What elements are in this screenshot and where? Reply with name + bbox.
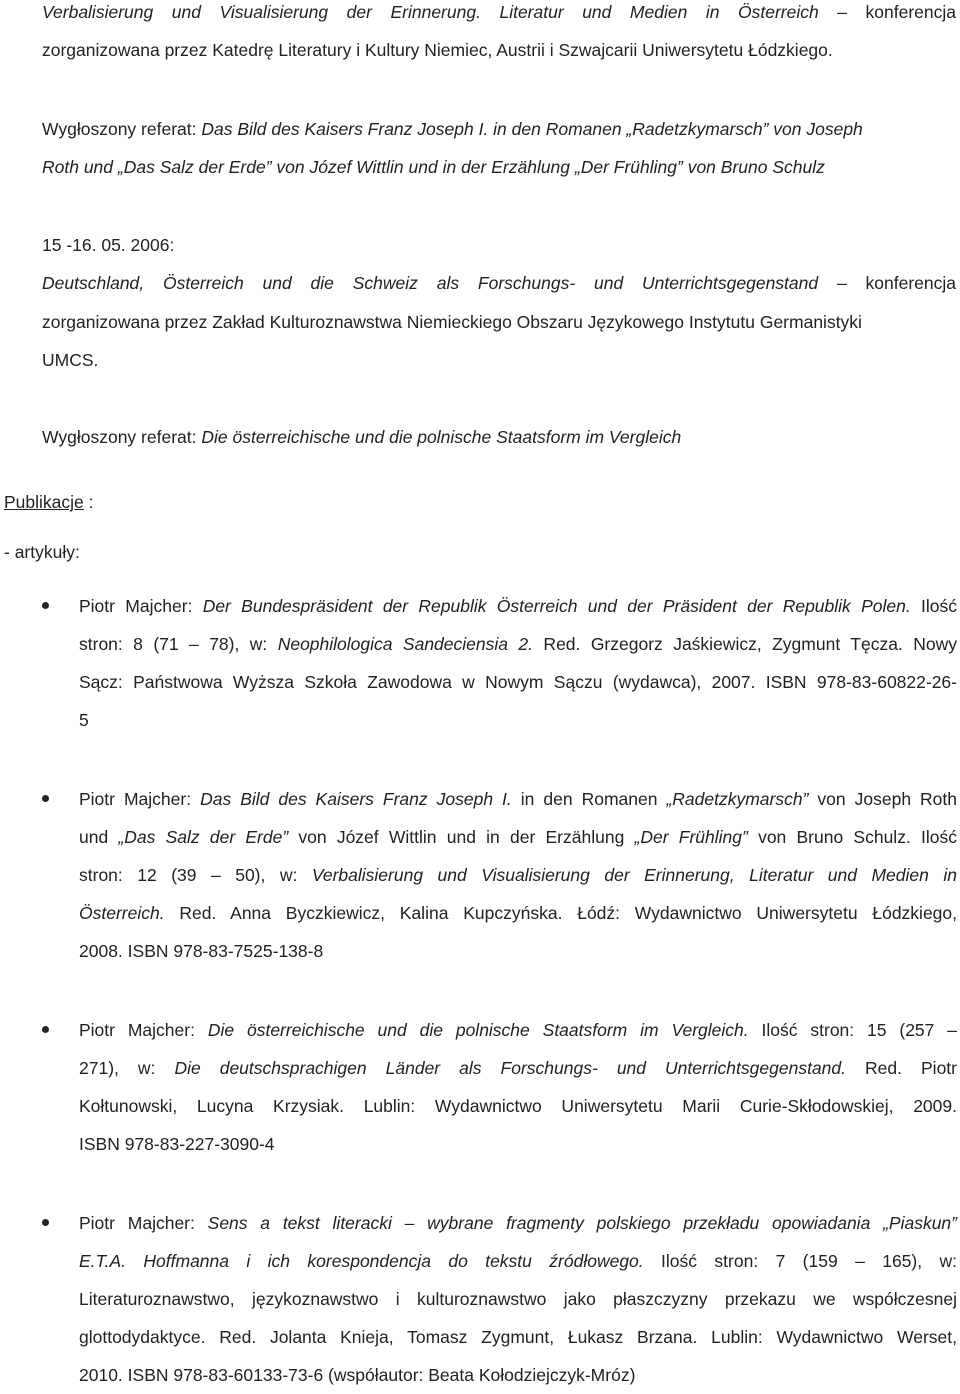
text-segment: von Bruno Schulz. Ilość [747,827,958,847]
italic-text: Der Bundespräsident der Republik Österreich und der Präsident der Republik Polen. [202,596,911,616]
article-line [79,1280,957,1318]
referat2-label: Wygłoszony referat: [42,427,202,447]
article-line [79,1011,957,1049]
text-segment: Red. Grzegorz Jaśkiewicz, Zygmunt Tęcza. Nowy [533,634,957,654]
text-segment: Ilość stron: 7 (159 – 165), w: [643,1251,957,1271]
article-line [79,1356,957,1394]
article-line [79,932,957,970]
text-segment: Literaturoznawstwo, językoznawstwo i kulturoznawstwo jako płaszczyzny przekazu we współczesnej [79,1289,957,1309]
referat2-line [42,425,681,449]
article-line [79,701,957,739]
text-segment: stron: 8 (71 – 78), w: [79,634,278,654]
text-segment: Red. Piotr [846,1058,957,1078]
conference2-type: – konferencja [818,273,956,293]
text-segment: von Joseph Roth [808,789,958,809]
referat-label: Wygłoszony referat: [42,119,202,139]
italic-text: Die deutschsprachigen Länder als Forschungs- und Unterrichtsgegenstand. [174,1058,846,1078]
article-line [79,856,957,894]
italic-text: Sens a tekst literacki – wybrane fragmenty polskiego przekładu opowiadania „Piaskun” [207,1213,957,1233]
conference-line-1 [42,0,956,24]
text-segment: ISBN 978-83-227-3090-4 [79,1134,275,1154]
italic-text: Österreich. [79,903,165,923]
text-segment: Sącz: Państwowa Wyższa Szkoła Zawodowa w Nowym Sączu (wydawca), 2007. ISBN 978-83-60822-26- [79,672,957,692]
conference2-line-2: zorganizowana przez Zakład Kulturoznawstwa Niemieckiego Obszaru Językowego Instytutu Germanistyki [42,312,862,332]
text-segment: und [79,827,119,847]
conference2-line-1 [42,271,956,295]
text-segment: in den Romanen [511,789,667,809]
text-segment: 271), w: [79,1058,175,1078]
conference-date: 15 -16. 05. 2006: [42,235,175,255]
article-item [79,1204,957,1394]
article-line [79,1204,957,1242]
text-segment: von Józef Wittlin und in der Erzählung [288,827,635,847]
text-segment: Piotr Majcher: [79,1020,208,1040]
bullet-icon [42,1219,49,1226]
text-segment: Red. Anna Byczkiewicz, Kalina Kupczyńska. Łódź: Wydawnictwo Uniwersytetu Łódzkiego, [164,903,957,923]
article-line [79,1242,957,1280]
text-segment: Ilość [910,596,957,616]
article-item [79,587,957,739]
italic-text: „Radetzkymarsch” [666,789,809,809]
text-segment: glottodydaktyce. Red. Jolanta Knieja, Tomasz Zygmunt, Łukasz Brzana. Lublin: Wydawnictwo Werset, [79,1327,957,1347]
article-line [79,587,957,625]
conference2-title: Deutschland, Österreich und die Schweiz als Forschungs- und Unterrichtsgegenstand [42,273,819,293]
text-segment: Piotr Majcher: [79,789,201,809]
italic-text: Die österreichische und die polnische Staatsform im Vergleich. [207,1020,749,1040]
text-segment: stron: 12 (39 – 50), w: [79,865,312,885]
article-line [79,625,957,663]
italic-text: Neophilologica Sandeciensia 2. [277,634,534,654]
italic-text: Verbalisierung und Visualisierung der Erinnerung. Literatur und Medien in Österreich [42,2,819,22]
bullet-icon [42,602,49,609]
publikacje-heading [4,490,94,514]
italic-text: E.T.A. Hoffmanna i ich korespondencja do tekstu źródłowego. [79,1251,644,1271]
text-segment: Ilość stron: 15 (257 – [748,1020,957,1040]
referat-line-1 [42,117,863,141]
italic-text: „Der Frühling” [634,827,748,847]
referat-line-2: Roth und „Das Salz der Erde” von Józef Wittlin und in der Erzählung „Der Frühling” von Bruno Schulz [42,157,825,177]
text-segment: Kołtunowski, Lucyna Krzysiak. Lublin: Wydawnictwo Uniwersytetu Marii Curie-Skłodowskiej, 2009. [79,1096,957,1116]
bullet-icon [42,1026,49,1033]
italic-text: Das Bild des Kaisers Franz Joseph I. [200,789,512,809]
article-line [79,1049,957,1087]
article-item [79,1011,957,1163]
referat2-title: Die österreichische und die polnische Staatsform im Vergleich [201,427,682,447]
bullet-icon [42,795,49,802]
referat-title: Das Bild des Kaisers Franz Joseph I. in den Romanen „Radetzkymarsch” von Joseph [201,119,863,139]
italic-text: „Das Salz der Erde” [118,827,289,847]
article-line [79,894,957,932]
text-segment: Piotr Majcher: [79,596,203,616]
text-segment: 2010. ISBN 978-83-60133-73-6 (współautor: Beata Kołodziejczyk-Mróz) [79,1365,636,1385]
article-line [79,1087,957,1125]
text-segment: – konferencja [818,2,956,22]
text-segment: 5 [79,710,89,730]
article-line [79,663,957,701]
text-segment: Piotr Majcher: [79,1213,208,1233]
article-item [79,780,957,970]
article-line [79,818,957,856]
italic-text: Verbalisierung und Visualisierung der Erinnerung, Literatur und Medien in [311,865,957,885]
article-line [79,1125,957,1163]
article-line [79,780,957,818]
text-segment: 2008. ISBN 978-83-7525-138-8 [79,941,324,961]
publikacje-colon: : [83,492,94,512]
publikacje-label: Publikacje [4,492,84,512]
article-line [79,1318,957,1356]
articles-subheading: - artykuły: [4,542,80,562]
conference-line-2: zorganizowana przez Katedrę Literatury i Kultury Niemiec, Austrii i Szwajcarii Uniwersytetu Łódzkiego. [42,40,833,60]
conference2-line-3: UMCS. [42,350,99,370]
